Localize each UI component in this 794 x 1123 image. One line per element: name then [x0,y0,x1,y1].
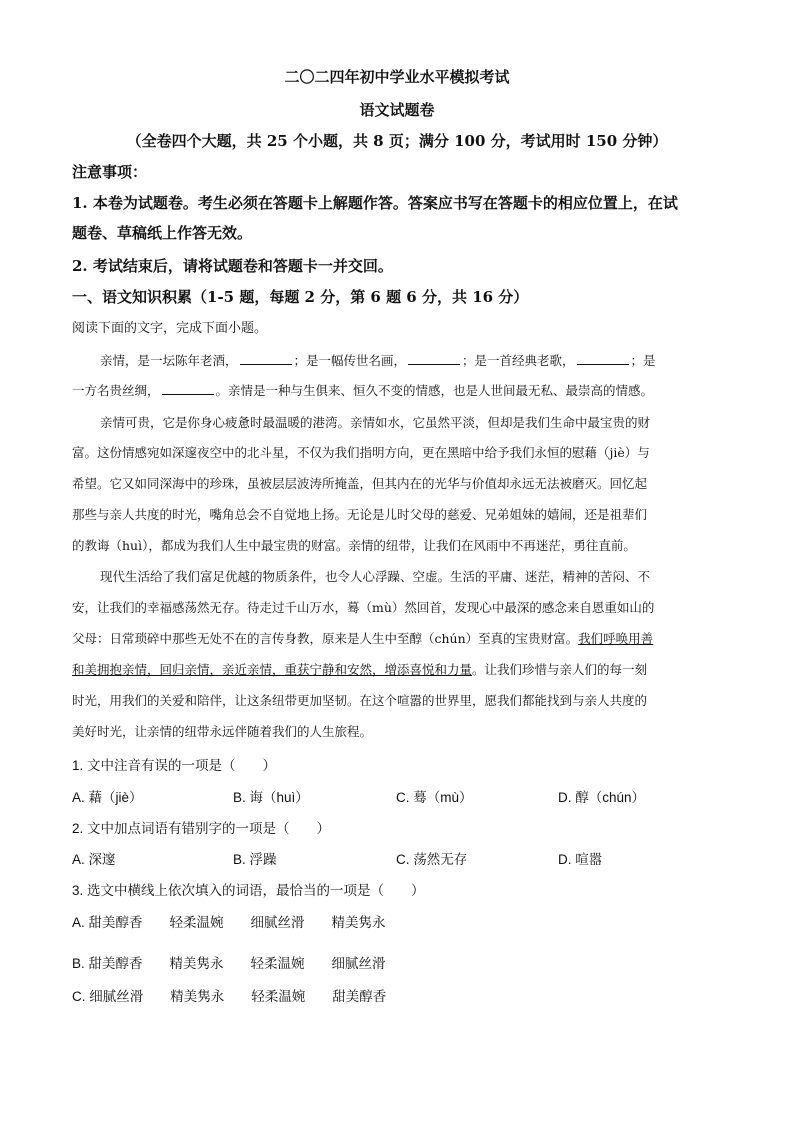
question-2-option-d[interactable]: D. 喧嚣 [558,852,603,867]
passage-line: 美好时光，让亲情的纽带永远伴随着我们的人生旅程。 [72,724,373,739]
passage-text: 父母：日常琐碎中那些无处不在的言传身教，原来是人生中至醇（chún）至真的宝贵财富。 [72,631,579,646]
question-3-option-b[interactable]: B. 甜美醇香 精美隽永 轻柔温婉 细腻丝滑 [72,956,386,971]
notice-item-2: 2. 考试结束后，请将试题卷和答题卡一并交回。 [72,257,393,275]
passage-line [72,660,647,678]
question-3-stem: 3. 选文中横线上依次填入的词语，最恰当的一项是（ ） [72,883,425,898]
underlined-sentence: 我们呼唤用善 [578,631,654,646]
passage-text: 。让我们珍惜与亲人们的每一刻 [472,662,648,677]
passage-text: ；是一幅传世名画， [293,353,407,368]
passage-line: 亲情可贵，它是你身心疲惫时最温暖的港湾。亲情如水，它虽然平淡，但却是我们生命中最宝贵的财 [100,415,651,430]
question-3-option-c[interactable]: C. 细腻丝滑 精美隽永 轻柔温婉 甜美醇香 [72,989,387,1004]
question-1-option-a[interactable]: A. 藉（jiè） [72,790,143,805]
exam-info: （全卷四个大题，共 25 个小题，共 8 页；满分 100 分，考试用时 150 分钟） [126,132,668,150]
passage-line [100,351,656,369]
passage-line: 富。这份情感宛如深邃夜空中的北斗星，不仅为我们指明方向，更在黑暗中给予我们永恒的慰藉（jiè）与 [72,445,650,460]
question-3-option-a[interactable]: A. 甜美醇香 轻柔温婉 细腻丝滑 精美隽永 [72,915,386,930]
passage-line: 时光，用我们的关爱和陪伴，让这条纽带更加坚韧。在这个喧嚣的世界里，愿我们都能找到与亲人共度的 [72,693,648,708]
fill-blank [240,354,292,365]
passage-line: 现代生活给了我们富足优越的物质条件，也令人心浮躁、空虚。生活的平庸、迷茫，精神的苦闷、不 [100,569,651,584]
underlined-sentence: 和美拥抱亲情，回归亲情，亲近亲情，重获宁静和安然，增添喜悦和力量 [72,662,473,677]
question-1-option-d[interactable]: D. 醇（chún） [558,790,646,805]
passage-line [72,629,653,647]
question-1-option-c[interactable]: C. 蓦（mù） [396,790,473,805]
fill-blank [408,354,460,365]
notice-heading: 注意事项： [72,163,148,181]
question-2-option-b[interactable]: B. 浮躁 [233,852,277,867]
passage-text: 。亲情是一种与生俱来、恒久不变的情感，也是人世间最无私、最崇高的情感。 [215,383,654,398]
passage-line: 希望。它又如同深海中的珍珠，虽被层层波涛所掩盖，但其内在的光华与价值却永远无法被磨灭。回忆起 [72,476,648,491]
exam-subtitle: 语文试题卷 [359,101,435,119]
question-2-option-a[interactable]: A. 深邃 [72,852,116,867]
passage-line: 安，让我们的幸福感荡然无存。待走过千山万水，蓦（mù）然回首，发现心中最深的感念来自恩重如山的 [72,600,655,615]
reading-instruction: 阅读下面的文字，完成下面小题。 [72,320,268,335]
exam-title: 二〇二四年初中学业水平模拟考试 [284,68,510,86]
passage-line: 那些与亲人共度的时光，嘴角总会不自觉地上扬。无论是儿时父母的慈爱、兄弟姐妹的嬉闹，还是祖辈们 [72,507,648,522]
fill-blank [162,384,214,395]
question-2-stem: 2. 文中加点词语有错别字的一项是（ ） [72,821,331,836]
fill-blank [577,354,629,365]
passage-text: ；是 [630,353,656,368]
passage-line [72,381,653,399]
passage-text: ；是一首经典老歌， [462,353,575,368]
passage-line: 的教诲（huì），都成为我们人生中最宝贵的财富。亲情的纽带，让我们在风雨中不再迷茫，勇往直前。 [72,538,636,553]
notice-item-1-line-1: 1. 本卷为试题卷。考生必须在答题卡上解题作答。答案应书写在答题卡的相应位置上，在试 [72,194,678,212]
question-1-option-b[interactable]: B. 诲（huì） [233,790,309,805]
passage-text: 一方名贵丝绸， [72,383,160,398]
section-1-heading: 一、语文知识积累（1-5 题，每题 2 分，第 6 题 6 分，共 16 分） [72,288,529,306]
passage-text: 亲情，是一坛陈年老酒， [100,353,238,368]
notice-item-1-line-2: 题卷、草稿纸上作答无效。 [72,224,253,242]
question-2-option-c[interactable]: C. 荡然无存 [396,852,468,867]
question-1-stem: 1. 文中注音有误的一项是（ ） [72,758,277,773]
